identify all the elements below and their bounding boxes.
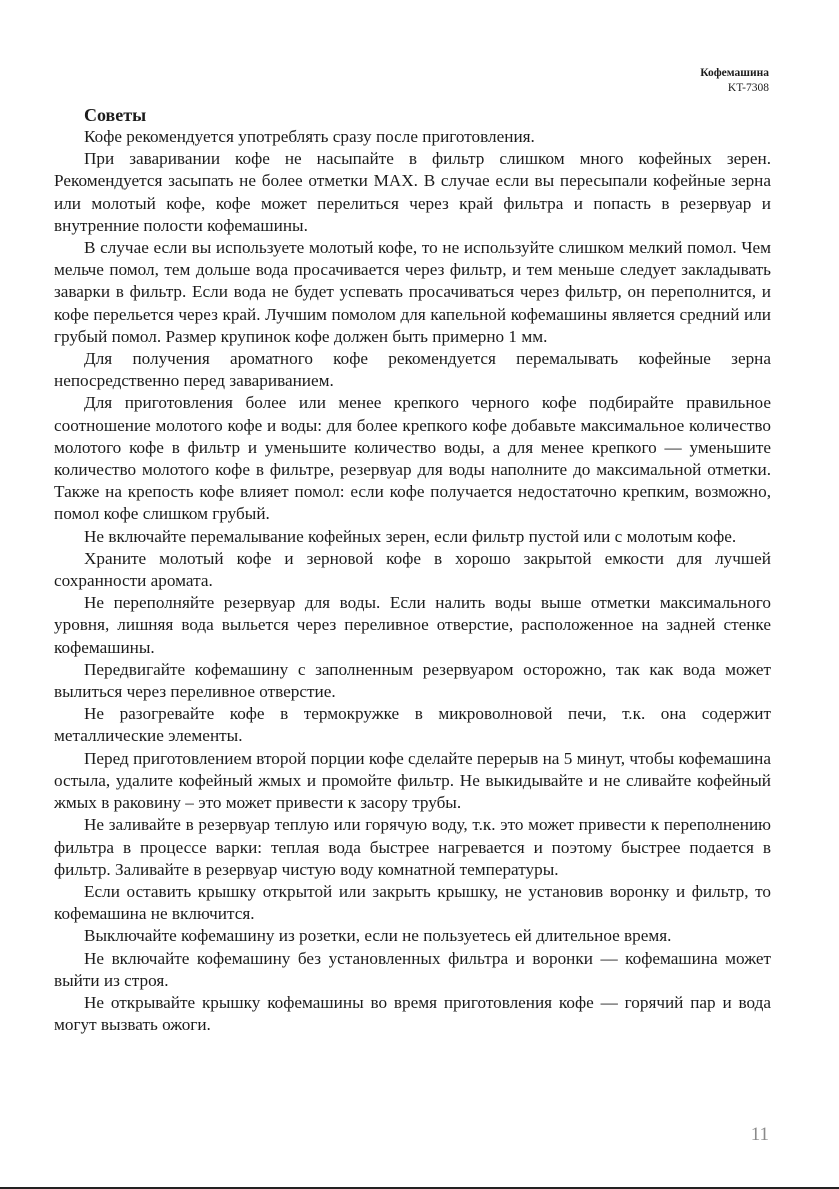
- paragraph: Если оставить крышку открытой или закрыть крышку, не установив воронку и фильтр, то кофемашина не включится.: [54, 881, 771, 924]
- paragraph: Храните молотый кофе и зерновой кофе в хорошо закрытой емкости для лучшей сохранности аромата.: [54, 548, 771, 591]
- paragraph: Не заливайте в резервуар теплую или горячую воду, т.к. это может привести к переполнению фильтра в процессе варки: теплая вода быстрее нагревается и поэтому быстрее подается в фильтр. Заливайте в резервуар чистую воду комнатной температуры.: [54, 815, 771, 879]
- section-title: Советы: [84, 105, 147, 125]
- paragraph: Не переполняйте резервуар для воды. Если налить воды выше отметки максимального уровня, лишняя вода выльется через переливное отверстие, расположенное на задней стенке кофемашины.: [54, 593, 771, 657]
- paragraph: Не открывайте крышку кофемашины во время приготовления кофе — горячий пар и вода могут вызвать ожоги.: [54, 992, 771, 1035]
- page-header: [700, 66, 769, 96]
- paragraph: Передвигайте кофемашину с заполненным резервуаром осторожно, так как вода может вылиться через переливное отверстие.: [54, 659, 771, 702]
- page-number: 11: [750, 1124, 769, 1145]
- model-number: KT-7308: [727, 82, 769, 94]
- paragraph: Не разогревайте кофе в термокружке в микроволновой печи, т.к. она содержит металлические элементы.: [54, 704, 771, 746]
- paragraph: Не включайте перемалывание кофейных зерен, если фильтр пустой или с молотым кофе.: [84, 526, 737, 546]
- paragraph: Выключайте кофемашину из розетки, если не пользуетесь ей длительное время.: [84, 926, 672, 946]
- paragraph: Перед приготовлением второй порции кофе сделайте перерыв на 5 минут, чтобы кофемашина остыла, удалите кофейный жмых и промойте фильтр. Не выкидывайте и не сливайте кофейный жмых в раковину – это может привести к засору трубы.: [54, 748, 771, 813]
- paragraph: В случае если вы используете молотый кофе, то не используйте слишком мелкий помол. Чем мельче помол, тем дольше вода просачивается через фильтр, и тем меньше следует закладывать заварки в фильтр. Если вода не будет успевать просачиваться через фильтр, он переполнится, и кофе перельется через край. Лучшим помолом для капельной кофемашины является средний или грубый помол. Размер крупинок кофе должен быть примерно 1 мм.: [54, 238, 771, 346]
- product-name: Кофемашина: [700, 67, 769, 79]
- paragraph: Кофе рекомендуется употреблять сразу после приготовления.: [84, 127, 535, 146]
- tips-section: [54, 104, 771, 1036]
- paragraph: При заваривании кофе не насыпайте в фильтр слишком много кофейных зерен. Рекомендуется засыпать не более отметки MAX. В случае если вы пересыпали кофейные зерна или молотый кофе, кофе может перелиться через край фильтра и попасть в резервуар и внутренние полости кофемашины.: [54, 149, 771, 235]
- paragraph: Для приготовления более или менее крепкого черного кофе подбирайте правильное соотношение молотого кофе и воды: для более крепкого кофе добавьте максимальное количество молотого кофе в фильтр и уменьшите количество воды, а для менее крепкого — уменьшите количество молотого кофе в фильтре, резервуар для воды наполните до максимальной отметки. Также на крепость кофе влияет помол: если кофе получается недостаточно крепким, возможно, помол кофе слишком грубый.: [54, 393, 771, 524]
- paragraph: Не включайте кофемашину без установленных фильтра и воронки — кофемашина может выйти из строя.: [54, 948, 771, 990]
- paragraph: Для получения ароматного кофе рекомендуется перемалывать кофейные зерна непосредственно перед завариванием.: [54, 349, 771, 391]
